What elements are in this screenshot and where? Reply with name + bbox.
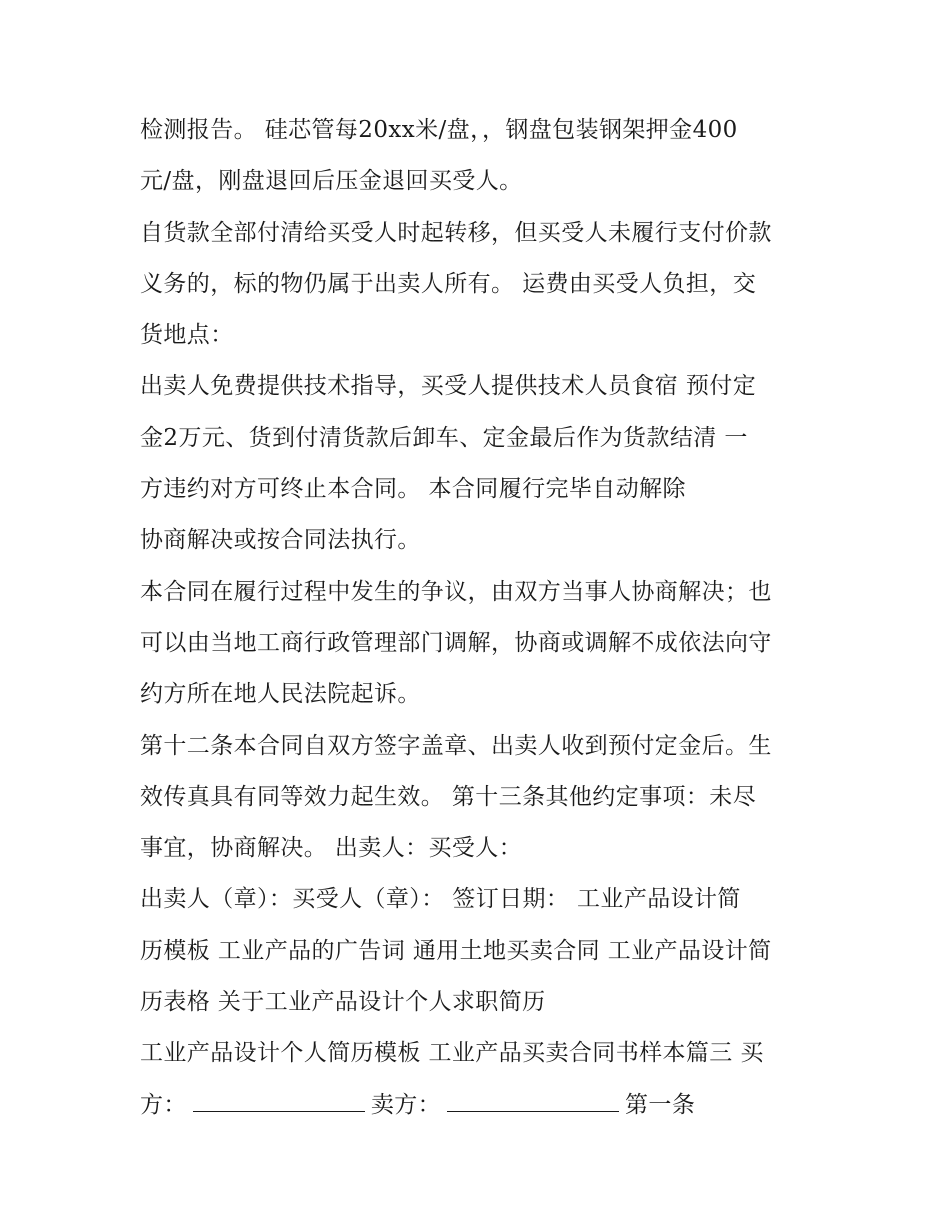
text-line: 本合同在履行过程中发生的争议，由双方当事人协商解决；也 — [140, 578, 772, 605]
text-line: 可以由当地工商行政管理部门调解，协商或调解不成依法向守 — [140, 629, 772, 656]
text-line: 协商解决或按合同法执行。 — [140, 527, 421, 554]
text-line: 历模板 工业产品的广告词 通用土地买卖合同 工业产品设计简 — [140, 937, 772, 964]
text-line: 约方所在地人民法院起诉。 — [140, 681, 421, 708]
text-line: 金2万元、货到付清货款后卸车、定金最后作为货款结清 一 — [140, 424, 748, 451]
seller-label: 卖方： — [370, 1091, 442, 1118]
buyer-label: 方： — [140, 1091, 187, 1118]
text-line: 自货款全部付清给买受人时起转移，但买受人未履行支付价款 — [140, 219, 772, 246]
buyer-blank-line[interactable] — [193, 1109, 365, 1112]
document-body — [140, 108, 830, 1134]
text-line: 第十二条本合同自双方签字盖章、出卖人收到预付定金后。生 — [140, 732, 772, 759]
text-line: 货地点： — [140, 322, 234, 349]
text-line: 检测报告。 硅芯管每20xx米/盘，，钢盘包装钢架押金400 — [140, 117, 738, 143]
text-line: 出卖人（章）：买受人（章）： 签订日期： 工业产品设计简 — [140, 886, 741, 913]
text-line: 效传真具有同等效力起生效。 第十三条其他约定事项：未尽 — [140, 783, 757, 810]
text-line-signature — [140, 1083, 830, 1134]
seller-blank-line[interactable] — [447, 1109, 619, 1112]
text-line: 出卖人免费提供技术指导，买受人提供技术人员食宿 预付定 — [140, 373, 757, 400]
article-label: 第一条 — [625, 1091, 696, 1118]
text-line: 事宜，协商解决。 出卖人：买受人： — [140, 835, 523, 862]
text-line: 工业产品设计个人简历模板 工业产品买卖合同书样本篇三 买 — [140, 1040, 764, 1067]
text-line: 元/盘，刚盘退回后压金退回买受人。 — [140, 168, 523, 195]
text-line: 义务的，标的物仍属于出卖人所有。 运费由买受人负担，交 — [140, 270, 757, 297]
text-line: 历表格 关于工业产品设计个人求职简历 — [140, 989, 546, 1016]
text-line: 方违约对方可终止本合同。 本合同履行完毕自动解除 — [140, 476, 686, 503]
